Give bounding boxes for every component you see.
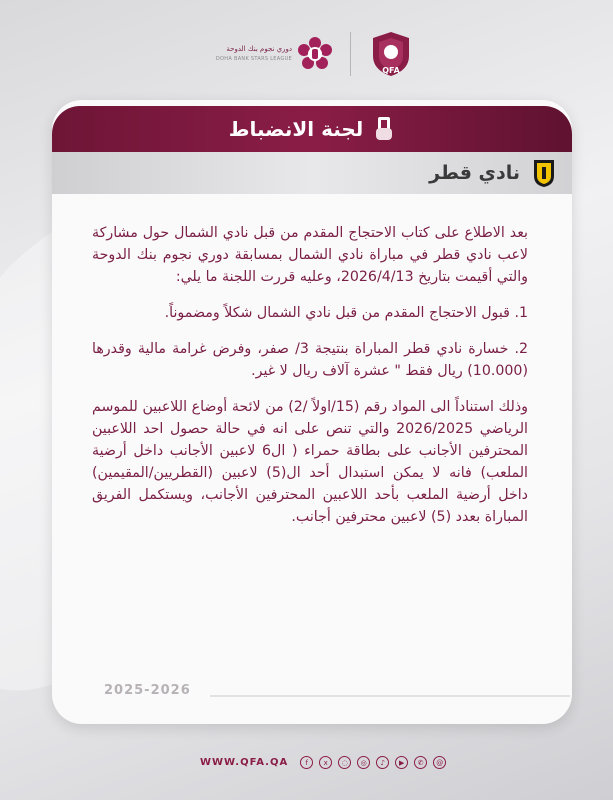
- header-logos: [216, 30, 413, 78]
- league-logo: [216, 37, 332, 71]
- league-subtitle: DOHA BANK STARS LEAGUE: [215, 56, 292, 62]
- season-label: 2025-2026: [104, 683, 191, 698]
- whatsapp-icon[interactable]: ✆: [414, 756, 427, 769]
- club-name: نادي قطر: [429, 162, 520, 184]
- instagram-icon[interactable]: ◎: [357, 756, 370, 769]
- card-hand-icon: [373, 116, 395, 142]
- club-bar: [52, 152, 572, 194]
- youtube-icon[interactable]: ▶: [395, 756, 408, 769]
- facebook-icon[interactable]: f: [300, 756, 313, 769]
- qfa-abbr: QFA: [382, 66, 400, 75]
- logo-divider: [350, 32, 351, 76]
- threads-icon[interactable]: @: [433, 756, 446, 769]
- qfa-logo: [369, 30, 413, 78]
- website-link[interactable]: WWW.QFA.QA: [200, 757, 289, 768]
- paragraph-decision-1: 1. قبول الاحتجاج المقدم من قبل نادي الشمال شكلاً ومضموناً.: [164, 305, 528, 321]
- tiktok-icon[interactable]: ♪: [376, 756, 389, 769]
- decision-text: [92, 222, 528, 542]
- paragraph-decision-2: 2. خسارة نادي قطر المباراة بنتيجة 3/ صفر، وفرض غرامة مالية وقدرها (10.000) ريال فقط " عشرة آلاف ريال لا غير.: [92, 341, 528, 379]
- page-title: لجنة الانضباط: [228, 117, 364, 141]
- card-divider: [210, 695, 570, 697]
- title-bar: [52, 106, 572, 152]
- league-flower-icon: [298, 37, 332, 71]
- club-badge-icon: [532, 158, 556, 188]
- league-name: دوري نجوم بنك الدوحة: [226, 45, 292, 53]
- paragraph-basis: وذلك استناداً الى المواد رقم (15/اولاً /2) من لائحة أوضاع اللاعبين للموسم الرياضي 2026/2025 والتي تنص على انه في حالة حصول احد اللاعبين المحترفين الأجانب على بطاقة حمراء ( ال6 لاعبين الأجانب داخل أرضية الملعب) فانه لا يمكن استبدال أحد ال(5) لاعبين (القطريين/المقيمين) داخل أرضية الملعب بأحد اللاعبين المحترفين الأجانب، ويستكمل الفريق المباراة بعدد (5) لاعبين محترفين أجانب.: [92, 399, 528, 525]
- snapchat-icon[interactable]: ◌: [338, 756, 351, 769]
- footer: [200, 756, 446, 769]
- paragraph-intro: بعد الاطلاع على كتاب الاحتجاج المقدم من قبل نادي الشمال حول مشاركة لاعب نادي قطر في مباراة نادي الشمال بمسابقة دوري نجوم بنك الدوحة والتي أقيمت بتاريخ 2026/4/13، وعليه قررت اللجنة ما يلي:: [92, 225, 528, 285]
- x-icon[interactable]: x: [319, 756, 332, 769]
